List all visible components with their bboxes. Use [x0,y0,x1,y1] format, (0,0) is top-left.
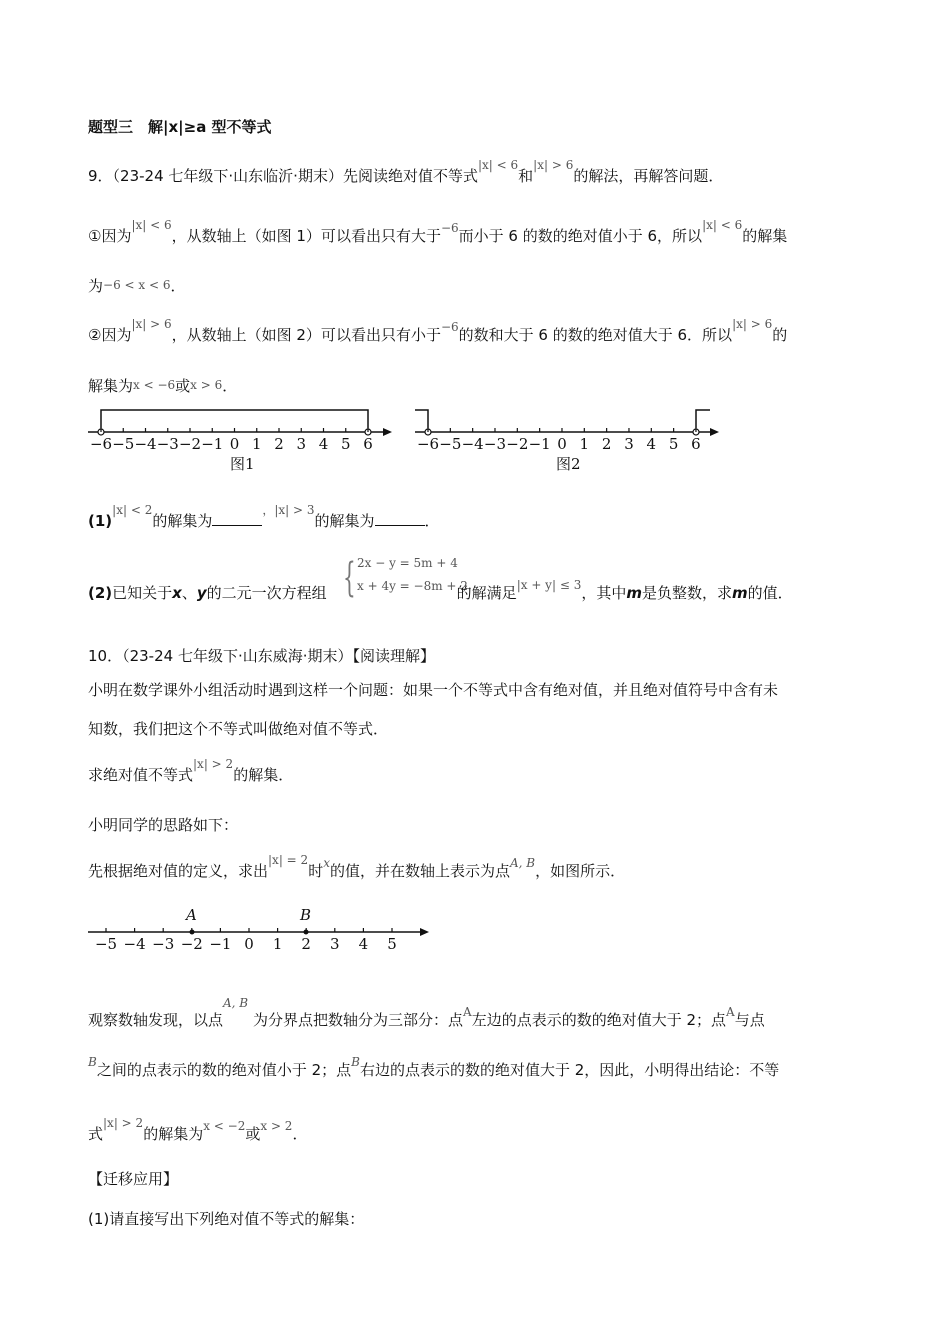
fig1-caption: 图1 [230,455,255,473]
q10-line2: 知数，我们把这个不等式叫做绝对值不等式． [88,720,389,738]
q10-l7-B: B [88,1055,97,1069]
q10-line1: 小明在数学课外小组活动时遇到这样一个问题：如果一个不等式中含有绝对值，并且绝对值符号中含有未 [88,681,779,699]
q9-sub2-sep: 、 [181,584,197,602]
fig2-tick-label: 6 [691,435,701,453]
q9-sub2-cond: |x + y| ≤ 3 [516,578,582,592]
q9-intro-a: 先阅读绝对值不等式 [342,167,478,185]
q10-l3-expr: |x| > 2 [193,757,234,771]
q9-p2 [88,317,788,346]
fig1-open-point-left [98,429,104,435]
q10-l8-expr: |x| > 2 [103,1116,144,1130]
fig1-arrow [383,428,392,436]
q10-tag: 【阅读理解】 [352,647,436,665]
fig2-bracket-right [696,410,710,428]
fig2-open-point-left [425,429,431,435]
q10-l6-A: A [463,1005,472,1019]
q9-p1-expr: |x| < 6 [131,218,172,232]
q9-sub2-f: 的值． [747,584,793,602]
q9-sub2 [88,578,793,604]
q9-expr2: |x| > 6 [533,158,574,172]
q9-p1-b: ，从数轴上（如图 1）可以看出只有大于 [171,227,441,245]
equation-system-brace: { [343,555,356,601]
q10-tick-label: 3 [330,935,340,953]
q9-sub2-m1: m [626,584,642,602]
q10-line5 [88,853,626,882]
q10-l6-a: 观察数轴发现，以点 [88,1011,224,1029]
fig2-caption: 图2 [556,455,581,473]
q9-p2-b: ，从数轴上（如图 2）可以看出只有小于 [171,326,441,344]
q9-sub1-blank1[interactable] [212,511,262,526]
q9-p1 [88,218,788,247]
q10-line8 [88,1116,308,1145]
fig1-tick-label: 0 [229,435,240,453]
fig2-tick-label: 5 [668,435,679,453]
q10-tick-label: 0 [244,935,254,953]
q9-p1-d: 的解集 [742,227,788,245]
q10-l6-ab: A, B [223,996,249,1010]
q9-p1-cont [88,276,186,297]
q10-l7-a: 之间的点表示的数的绝对值小于 2；点 [96,1061,352,1079]
fig2-number-line [415,410,719,473]
q10-l7-B2: B [351,1055,360,1069]
fig1-tick-label: 3 [296,435,307,453]
q9-sub1-expr1: |x| < 2 [112,503,153,517]
q10-l3-b: 的解集． [233,766,294,784]
fig2-tick-label: −3 [483,435,507,453]
q9-intro [88,158,724,187]
q10-l8-sol1: x < −2 [203,1119,246,1133]
fig2-tick-label: −5 [439,435,462,453]
q9-p2-neg6: −6 [440,320,459,334]
fig1-open-point-right [365,429,371,435]
q10-apply: 【迁移应用】 [88,1170,179,1188]
q9-p2-sol1: x < −6 [133,378,176,392]
q10-number: 10． [88,647,123,665]
fig2-tick-label: 2 [601,435,612,453]
q9-sub1-num: (1) [88,512,113,530]
q10-point-a [190,930,195,935]
q10-line3 [88,757,294,786]
fig2-tick-label: 0 [557,435,567,453]
q10-tick-label: 1 [272,935,283,953]
q10-tick-label: −3 [152,935,175,953]
q10-l6-A2: A [726,1005,735,1019]
q9-sub2-e: 是负整数，求 [641,584,732,602]
fig1-bracket [101,410,368,428]
q9-p1-expr2: |x| < 6 [702,218,743,232]
fig2-tick-label: −6 [416,435,440,453]
q9-sub2-x: x [172,584,182,602]
fig2-tick-label: −4 [461,435,484,453]
fig1-tick-label: −2 [178,435,202,453]
q9-sub2-num: (2) [88,584,113,602]
q10-tick-label: −5 [94,935,118,953]
fig1-tick-label: 4 [318,435,329,453]
q10-number-line [88,906,429,953]
q9-sub2-c: 的解满足 [456,584,517,602]
q9-p1-end: ． [170,277,186,295]
q10-tick-label: 2 [301,935,311,953]
q9-p2-or: 或 [175,377,191,395]
fig1-tick-label: 6 [363,435,373,453]
q10-tick-label: −2 [180,935,203,953]
q10-arrow [420,928,429,936]
q10-point-b [304,930,309,935]
fig2-tick-label: −2 [506,435,529,453]
fig2-bracket-left [415,410,428,428]
fig2-tick-label: 3 [624,435,634,453]
q9-sub2-m2: m [732,584,748,602]
q10-l5-c: 的值，并在数轴上表示为点 [329,862,510,880]
q9-sub1-expr2: |x| > 3 [274,503,315,517]
q9-sub1-end: ． [424,512,440,530]
q10-l8-sol2: x > 2 [260,1119,293,1133]
fig1-tick-label: −3 [156,435,179,453]
q10-tick-label: −4 [123,935,146,953]
q9-p2-d: 的 [772,326,788,344]
q9-intro-b: 的解法，再解答问题． [573,167,724,185]
q10-l6-c: 左边的点表示的数的绝对值大于 2；点 [471,1011,727,1029]
q10-line4: 小明同学的思路如下： [88,816,239,834]
fig2-tick-label: −1 [528,435,551,453]
q10-l5-a: 先根据绝对值的定义，求出 [88,862,269,880]
q9-p1-e: 为 [88,277,104,295]
q9-p2-expr2: |x| > 6 [732,317,773,331]
q10-l5-d: ，如图所示． [535,862,626,880]
fig2-tick-label: 1 [579,435,590,453]
fig1-tick-label: 5 [340,435,351,453]
q10-l6-d: 与点 [734,1011,765,1029]
q10-l6-b: 为分界点把数轴分为三部分：点 [253,1011,464,1029]
q10-apply1: (1)请直接写出下列绝对值不等式的解集： [88,1210,365,1228]
fig2-open-point-right [693,429,699,435]
fig1-tick-label: −6 [89,435,113,453]
q10-label-b: B [300,906,312,924]
q9-source: （23-24 七年级下·山东临沂·期末） [112,167,343,185]
q9-sub2-b: 的二元一次方程组 [206,584,327,602]
fig2-arrow [710,428,719,436]
q9-sub1 [88,503,440,532]
q9-p1-sol: −6 < x < 6 [103,278,171,292]
q10-line6 [88,996,765,1031]
equation-1: 2x − y = 5m + 4 [357,556,458,570]
q10-tick-label: 5 [387,935,397,953]
q10-l5-b: 时 [308,862,324,880]
q10-tick-label: −1 [209,935,232,953]
q10-l8-b: 的解集为 [143,1125,204,1143]
q9-sub1-a: 的解集为 [152,512,213,530]
q10-tick-label: 4 [358,935,369,953]
q10-source: （23-24 七年级下·山东威海·期末） [122,647,353,665]
q9-sub1-b: 的解集为 [314,512,375,530]
q9-p2-sol2: x > 6 [190,378,223,392]
fig1-tick-label: −5 [112,435,135,453]
q10-line7 [88,1055,780,1081]
q9-number: 9． [88,167,113,185]
q9-sub2-d: ，其中 [581,584,627,602]
q9-p1-a: ①因为 [88,227,132,245]
q10-header [88,646,435,666]
q10-l8-end: ． [292,1125,308,1143]
q10-l5-x: x [323,856,330,870]
q10-l8-or: 或 [245,1125,261,1143]
fig1-tick-label: 1 [251,435,262,453]
fig1-tick-label: −4 [134,435,157,453]
fig1-tick-label: 2 [274,435,284,453]
q9-p2-cont [88,376,237,397]
q10-l7-b: 右边的点表示的数的绝对值大于 2，因此，小明得出结论：不等 [359,1061,780,1079]
q9-sub2-a: 已知关于 [112,584,173,602]
q9-p1-neg6: −6 [440,221,459,235]
q9-p2-c: 的数和大于 6 的数的绝对值大于 6．所以 [458,326,733,344]
q10-l3-a: 求绝对值不等式 [88,766,194,784]
q9-p1-c: 而小于 6 的数的绝对值小于 6，所以 [458,227,703,245]
equation-2: x + 4y = −8m + 2 [357,579,468,593]
q10-l5-ab: A, B [510,856,536,870]
q9-p2-expr: |x| > 6 [131,317,172,331]
fig1-tick-label: −1 [201,435,224,453]
fig2-tick-label: 4 [646,435,657,453]
q9-sub1-blank2[interactable] [375,511,425,526]
fig1-number-line [88,410,392,473]
q10-l8-a: 式 [88,1125,104,1143]
q9-sub2-y: y [196,584,207,602]
q9-and: 和 [518,167,534,185]
q9-p2-end: ． [222,377,238,395]
q9-sub1-comma: ， [262,503,275,517]
section-title: 题型三 解|x|≥a 型不等式 [88,118,272,136]
q10-l5-expr: |x| = 2 [268,853,309,867]
q9-p2-e: 解集为 [88,377,134,395]
q9-p2-a: ②因为 [88,326,132,344]
q9-expr1: |x| < 6 [477,158,519,172]
q10-label-a: A [186,906,197,924]
